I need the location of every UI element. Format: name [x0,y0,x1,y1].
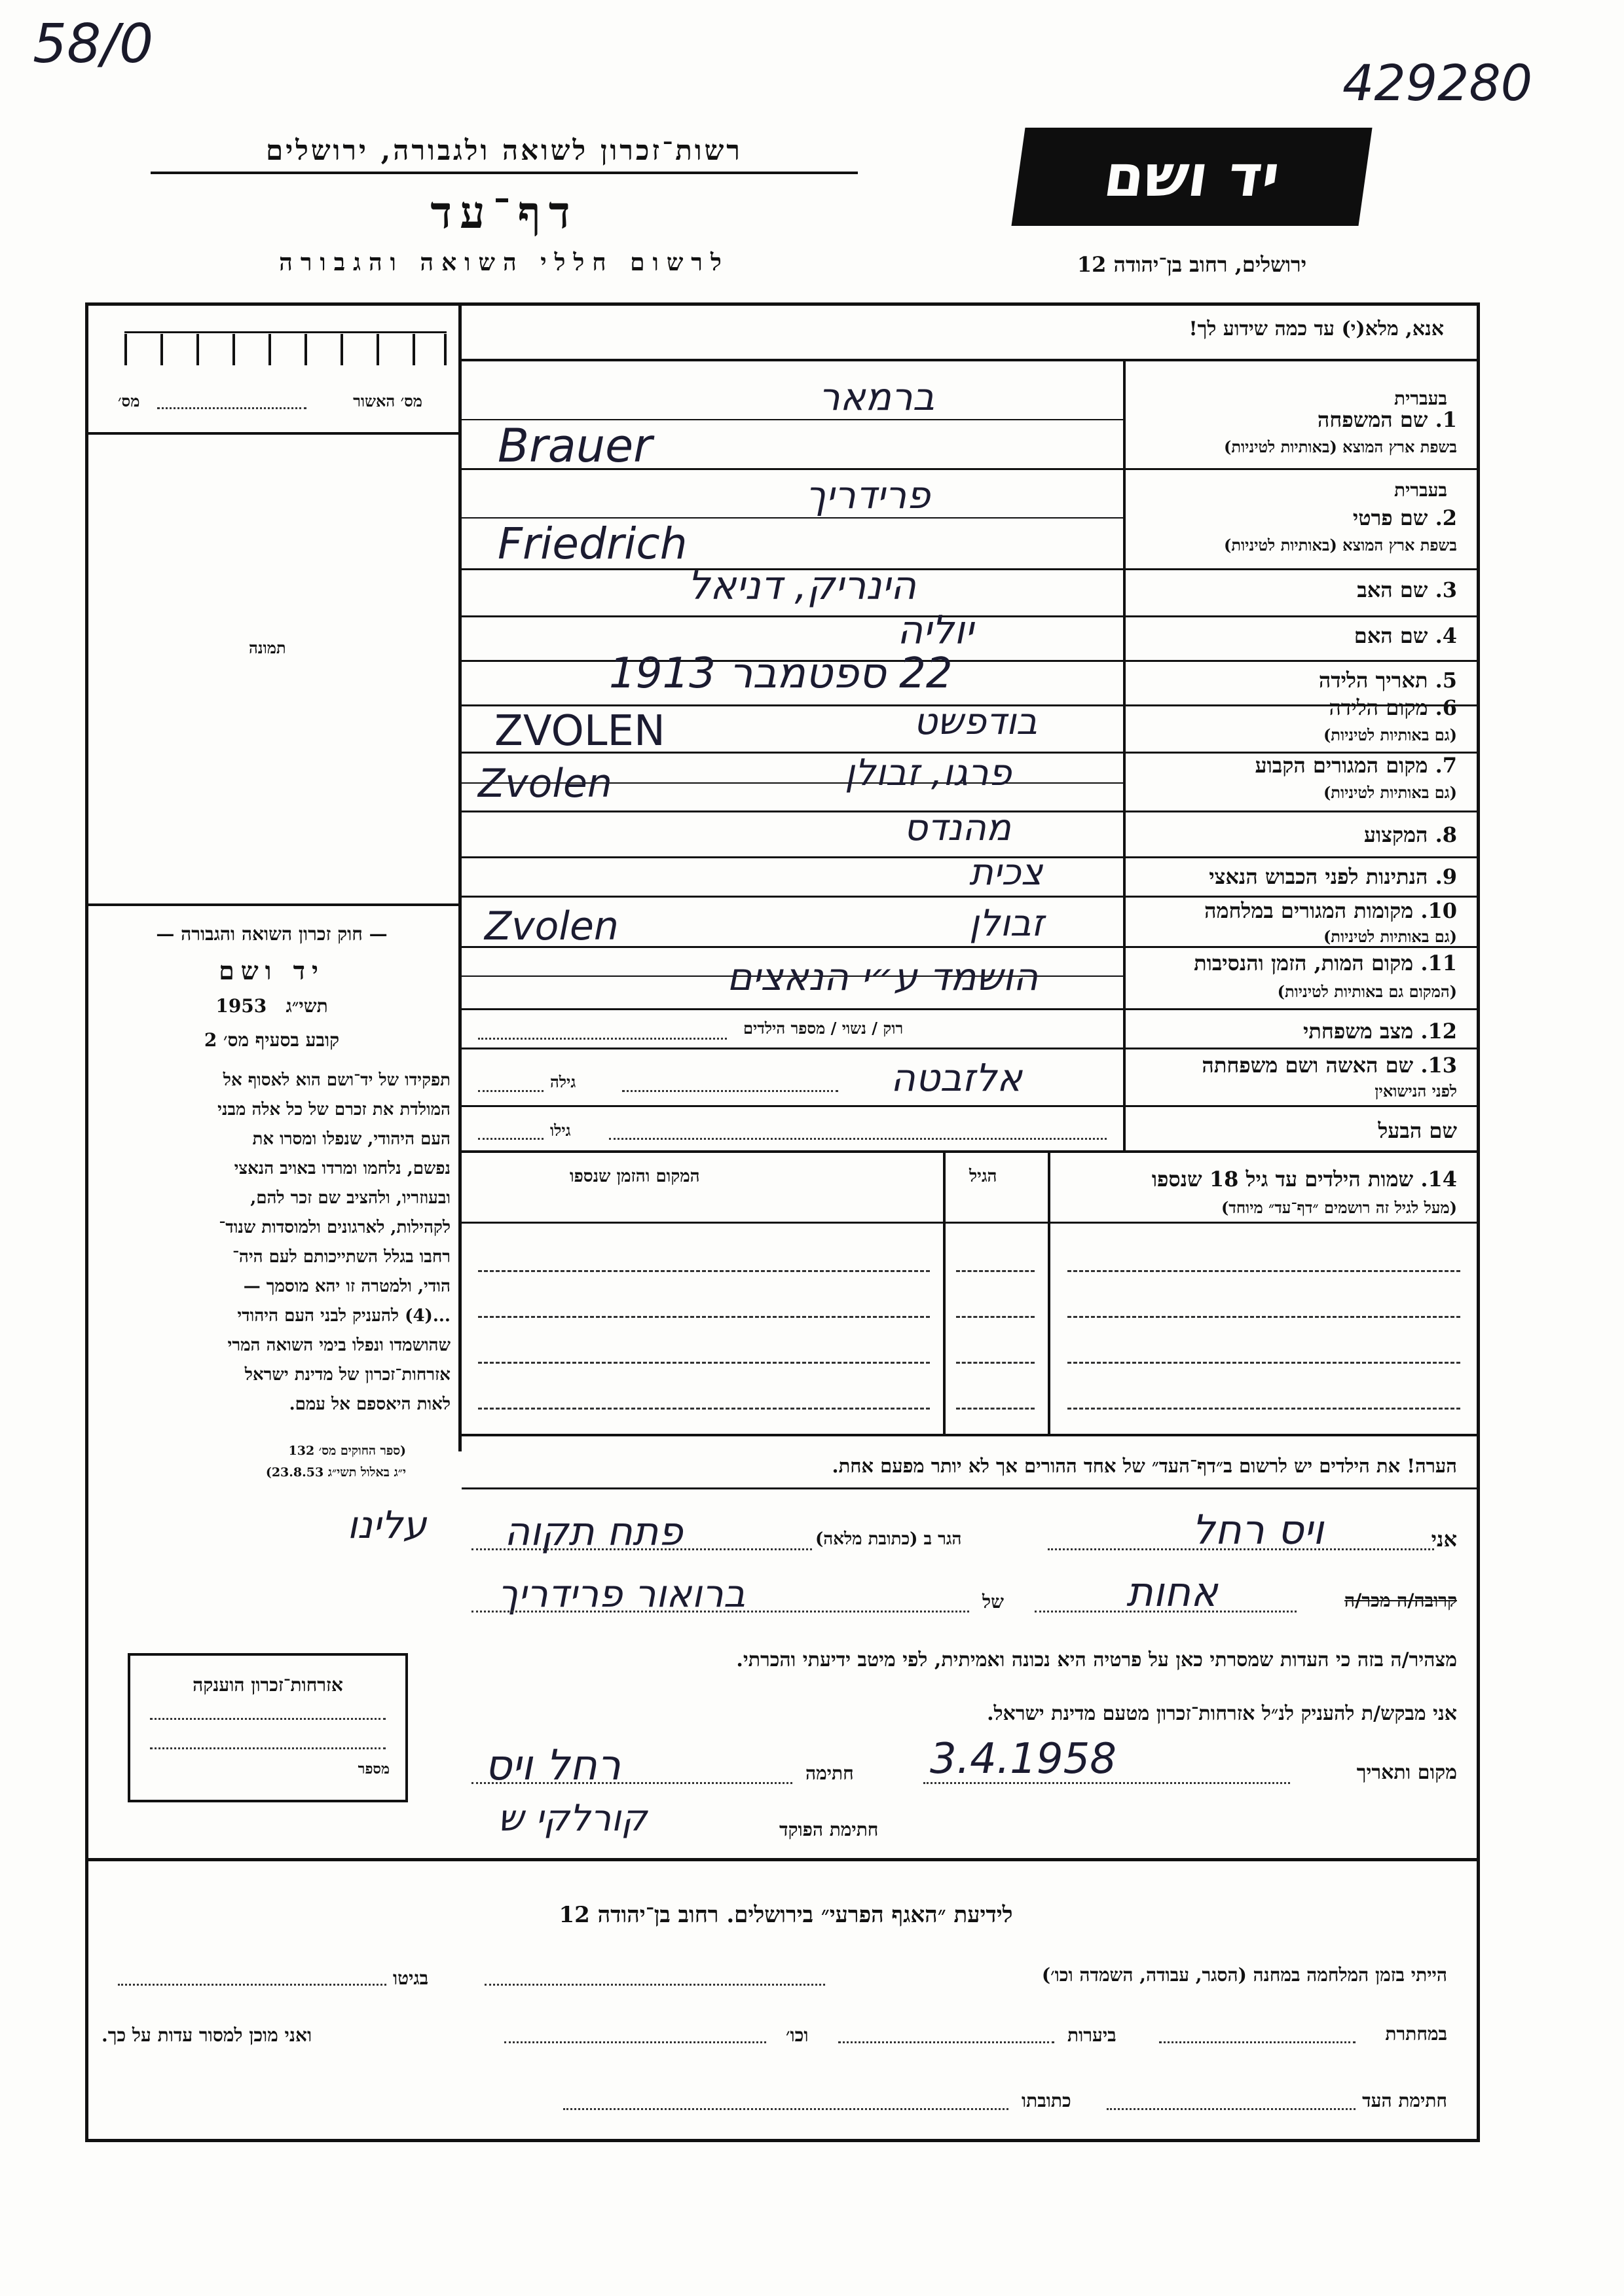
relation-value: אחות [1126,1568,1218,1616]
birth-place-latin-value: ZVOLEN [494,707,665,756]
husband-age-label: גילו [550,1121,571,1140]
children-label: 14. שמות הילדים עד גיל 18 שנספו [1151,1167,1457,1192]
wife-name-label: 13. שם האשה ושם משפחתה [1202,1053,1457,1078]
law-year-hebrew: תשי״ג [286,995,328,1017]
wartime-residence-sub: (גם באותיות לטיניות) [1323,927,1457,946]
death-place-sub: (המקום גם באותיות לטיניות) [1277,982,1457,1001]
etc-label: וכו׳ [786,2024,809,2046]
witness-address-label: כתובתו [1022,2090,1071,2111]
children-place-col: המקום והזמן שנספו [570,1167,700,1186]
law-text-line: העם היהודי, שנפלו ומסרו את [252,1129,451,1149]
wartime-residence-latin-value: Zvolen [485,903,619,949]
approval-no-label: מס׳ [118,392,140,410]
camp-statement: הייתי בזמן המלחמה במחנה (הסגר, עבודה, השמדה וכו׳) [1041,1964,1447,1986]
mother-name-value: יוליה [897,608,974,653]
law-title: — חוק זכרון השואה והגבורה — [156,923,388,945]
residence-hebrew-value: פרגו, זבולן [845,752,1012,794]
form-title: דף־עד [430,187,578,239]
law-section: קובע בסעיף מס׳ 2 [204,1029,340,1051]
officer-signature-value[interactable]: קורלקי ש [498,1797,648,1840]
forests-label: ביערות [1067,2024,1116,2046]
form-subtitle: לרשום חללי השואה והגבורה [279,249,729,276]
children-note: הערה! את הילדים יש לרשום ב״דף־העד״ של אחד ההורים אך לא יותר מפעם אחת. [832,1455,1457,1477]
wife-name-sub: לפני הנישואין [1375,1082,1457,1101]
citizenship-title: אזרחות־זכרון הוענקה [193,1674,343,1696]
in-hebrew-label-1: בעברית [1393,388,1447,409]
law-text-line: המולדת את זכרם של כל אלה מבני [217,1100,451,1120]
wartime-residence-hebrew-value: זבולן [969,902,1044,945]
relation-person: ברואור פרידריך [498,1571,746,1616]
wartime-residence-label: 10. מקומות המגורים במלחמה [1204,898,1457,923]
ghetto-label: בגיטו [393,1967,429,1989]
yad-vashem-logo [1011,128,1372,226]
first-name-hebrew-value: פרידריך [805,473,931,517]
father-name-label: 3. שם האב [1357,577,1457,602]
place-date-label: מקום ותאריך [1356,1761,1457,1784]
birth-place-label: 6. מקום הלידה [1329,695,1457,720]
of-label: של [982,1591,1004,1613]
law-text [97,1066,451,1419]
surname-label: 1. שם המשפחה [1317,407,1457,432]
address-line: ירושלים, רחוב בן־יהודה 12 [1077,252,1307,277]
side-note: עלינו [347,1503,427,1547]
logo-text: יד ושם [1099,142,1284,210]
birth-date-label: 5. תאריך הלידה [1318,668,1457,693]
marital-status-options: רוק / נשוי / מספר הילדים [743,1019,904,1038]
surname-latin-value: Brauer [498,419,652,473]
surname-hebrew-value: ברמאר [819,374,935,419]
nationality-value: צכית [969,851,1043,894]
signature-value[interactable]: רחל ויס [485,1741,621,1790]
law-text-line: אזרחות־זכרון של מדינת ישראל [244,1365,451,1385]
first-name-label: 2. שם פרטי [1352,505,1457,530]
birth-place-sub: (גם באותיות לטיניות) [1323,725,1457,744]
law-year: 1953 [215,995,267,1017]
document-number: 429280 [1342,54,1533,112]
law-text-line: שהושמדו ונפלו בימי השואה המרי [227,1336,451,1355]
law-text-line: תפקידו של יד־ושם הוא לאסוף אל [223,1070,451,1090]
citizenship-box [128,1653,408,1802]
place-date-value: 3.4.1958 [930,1735,1116,1783]
surname-latin-sub: בשפת ארץ המוצא (באותיות לטיניות) [1224,437,1457,456]
law-reference-2: י״ג באלול תשי״ג 23.8.53) [265,1465,406,1480]
authority-name: רשות־זכרון לשואה ולגבורה, ירושלים [266,134,743,166]
law-text-line: הודי, ולמטרה זו יהא מוסמך — [243,1277,451,1296]
law-name: יד ושם [219,956,325,985]
declarant-label: אני [1431,1527,1457,1552]
children-sub: (מעל לגיל זה רושמים ״דף־עד״ מיוחד) [1221,1198,1457,1217]
residence-latin-value: Zvolen [478,761,612,807]
wife-name-value: אלזבטה [891,1055,1022,1100]
declarant-address: פתח תקוה [504,1509,683,1555]
father-name-value: הינריק, דניאל [688,563,917,609]
residence-label: 7. מקום המגורים הקבוע [1255,753,1457,778]
husband-name-label: שם הבעל [1378,1118,1457,1143]
death-place-value: הושמד ע״י הנאצים [727,955,1039,999]
law-reference-1: (ספר החוקים מס׳ 132 [288,1444,406,1458]
marital-status-label: 12. מצב משפחתי [1303,1019,1457,1044]
law-year-line [95,995,449,1017]
citizenship-request: אני מבקש/ת להעניק לנ״ל אזרחות־זכרון מטעם מדינת ישראל. [987,1702,1457,1725]
birth-place-hebrew-value: בודפשט [913,701,1038,743]
first-name-latin-sub: בשפת ארץ המוצא (באותיות לטיניות) [1224,536,1457,555]
officer-signature-label: חתימת הפוקד [779,1819,879,1840]
law-text-line: ובעוזריו, ולהציב שם זכר להם, [250,1188,451,1208]
approval-label: מס׳ האשור [353,392,422,410]
law-text-line: נפשם, נלחמו ומרדו באויב הנאצי [234,1159,451,1178]
law-text-line: לקהילות, לארגונים ולמוסדות שנוד־ [219,1218,451,1237]
in-hebrew-label-2: בעברית [1393,479,1447,501]
birth-date-value: 22 ספטמבר 1913 [609,649,953,698]
law-text-line: לאות היאספם אל עמם. [289,1394,451,1414]
residence-sub: (גם באותיות לטיניות) [1323,783,1457,802]
signature-label: חתימה [805,1762,854,1784]
law-text-line: ...(4) להעניק לבני העם היהודי [237,1306,451,1326]
photo-label: תמונה [249,638,286,657]
instruction: אנא, מלא(י) עד כמה שידוע לך! [1189,318,1444,340]
law-text-line: רחבו בגלל השתייכותם לעם היה־ [232,1247,451,1267]
children-age-col: הגיל [969,1167,997,1186]
testimony-willing: ואני מוכן למסור עדות על כך. [101,2024,312,2046]
bottom-title: לידיעת ״האגף הפרעי״ בירושלים. רחוב בן־יהודה 12 [559,1902,1013,1928]
declaration-statement: מצהיר/ה בזה כי העדות שמסרתי כאן על פרטיה היא נכונה ואמיתית, לפי מיטב ידיעתי והכרתי. [736,1649,1457,1671]
profession-label: 8. המקצוע [1363,822,1457,847]
relation-label: קרובה/ה מכר/ה [1344,1590,1457,1611]
profession-value: מהנדס [904,807,1011,849]
wife-age-label: גילה [550,1072,576,1091]
underground-label: במחתרת [1385,2023,1447,2045]
residing-label: הגר ב (כתובת מלאה) [815,1529,962,1549]
witness-signature-label: חתימת העד [1362,2090,1447,2111]
citizenship-no: מספר [358,1760,390,1777]
file-annotation: 58/0 [33,13,154,75]
mother-name-label: 4. שם האם [1354,623,1457,648]
death-place-label: 11. מקום המות, הזמן והנסיבות [1194,951,1457,975]
nationality-label: 9. הנתינות לפני הכבוש הנאצי [1209,864,1457,889]
declarant-name: ויס רחל [1192,1506,1324,1554]
first-name-latin-value: Friedrich [498,519,688,569]
